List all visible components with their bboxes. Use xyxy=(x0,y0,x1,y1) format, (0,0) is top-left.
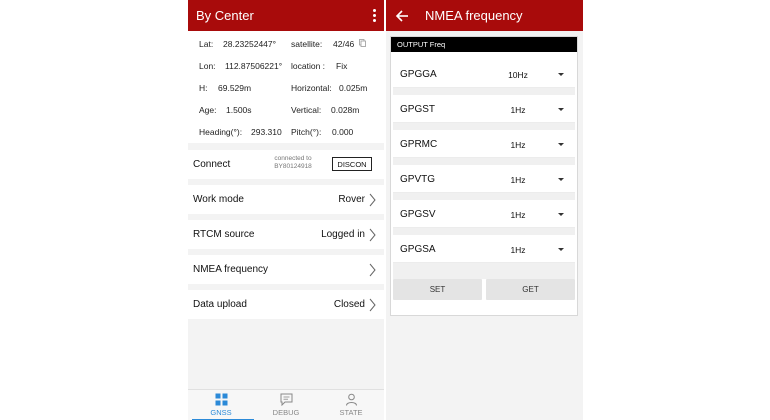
vertical-value: 0.028m xyxy=(331,105,360,115)
chevron-right-icon xyxy=(369,298,376,312)
section-header: OUTPUT Freq xyxy=(391,37,577,52)
satellite-value: 42/46 xyxy=(333,39,355,49)
dropdown-arrow-icon xyxy=(558,73,564,76)
app-bar xyxy=(188,0,384,31)
frequency-select[interactable]: 1Hz xyxy=(510,105,526,115)
horizontal-label: Horizontal: xyxy=(291,83,332,93)
app-bar xyxy=(386,0,583,31)
divider xyxy=(393,193,575,200)
tab-gnss[interactable] xyxy=(196,393,246,417)
tab-label: STATE xyxy=(339,408,363,417)
divider xyxy=(393,228,575,235)
chevron-right-icon xyxy=(369,193,376,207)
lon-value: 112.87506221° xyxy=(225,61,283,71)
divider xyxy=(393,88,575,95)
dropdown-arrow-icon xyxy=(558,248,564,251)
nmea-row-gpgga[interactable] xyxy=(393,60,575,88)
pitch-value: 0.000 xyxy=(332,127,354,137)
main-screen xyxy=(188,0,384,420)
settings-row-value: Closed xyxy=(333,299,365,310)
dropdown-arrow-icon xyxy=(558,108,564,111)
settings-row-value: Logged in xyxy=(321,229,365,240)
person-icon xyxy=(345,393,358,406)
bottom-tab-bar xyxy=(188,389,384,420)
output-freq-card xyxy=(390,36,578,316)
divider xyxy=(393,263,575,279)
frequency-select[interactable]: 1Hz xyxy=(510,245,526,255)
nmea-frequency-screen xyxy=(386,0,583,420)
height-value: 69.529m xyxy=(218,83,252,93)
chevron-right-icon xyxy=(369,228,376,242)
location-value: Fix xyxy=(336,61,348,71)
divider xyxy=(393,158,575,165)
chevron-right-icon xyxy=(369,263,376,277)
tab-debug[interactable] xyxy=(261,393,311,417)
age-label: Age: xyxy=(199,105,217,115)
dropdown-arrow-icon xyxy=(558,143,564,146)
dropdown-arrow-icon xyxy=(558,178,564,181)
disconnect-button[interactable]: DISCON xyxy=(332,157,372,171)
settings-row-rtcm-source[interactable] xyxy=(188,220,384,249)
lat-value: 28.23252447° xyxy=(223,39,277,49)
location-label: location : xyxy=(291,61,326,71)
connect-row xyxy=(188,150,384,179)
nmea-sentence-label: GPVTG xyxy=(400,174,436,185)
copy-icon[interactable] xyxy=(359,39,366,47)
heading-label: Heading(°): xyxy=(199,127,243,137)
settings-row-label: Data upload xyxy=(193,299,247,310)
settings-row-work-mode[interactable] xyxy=(188,185,384,214)
frequency-select[interactable]: 1Hz xyxy=(510,175,526,185)
nmea-sentence-label: GPGSV xyxy=(400,209,436,220)
satellite-label: satellite: xyxy=(291,39,323,49)
settings-row-label: NMEA frequency xyxy=(193,264,269,275)
tab-label: DEBUG xyxy=(272,408,300,417)
divider xyxy=(393,123,575,130)
page-title: NMEA frequency xyxy=(425,8,523,23)
nmea-sentence-label: GPRMC xyxy=(400,139,438,150)
settings-row-data-upload[interactable] xyxy=(188,290,384,319)
horizontal-value: 0.025m xyxy=(339,83,368,93)
settings-row-label: Work mode xyxy=(193,194,244,205)
heading-value: 293.310 xyxy=(251,127,282,137)
vertical-label: Vertical: xyxy=(291,105,322,115)
frequency-select[interactable]: 10Hz xyxy=(508,70,528,80)
grid-icon xyxy=(215,393,228,406)
more-menu-icon[interactable] xyxy=(372,9,376,22)
chat-icon xyxy=(280,393,293,406)
nmea-sentence-label: GPGGA xyxy=(400,69,437,80)
connection-device-id: BY80124918 xyxy=(274,163,312,170)
dropdown-arrow-icon xyxy=(558,213,564,216)
frequency-select[interactable]: 1Hz xyxy=(510,140,526,150)
settings-row-label: RTCM source xyxy=(193,229,255,240)
frequency-select[interactable]: 1Hz xyxy=(510,210,526,220)
nmea-row-gpgst[interactable] xyxy=(393,95,575,123)
position-info-panel xyxy=(188,31,384,143)
lat-label: Lat: xyxy=(199,39,214,49)
settings-row-value: Rover xyxy=(338,194,365,205)
page-title: By Center xyxy=(196,8,254,23)
nmea-row-gpvtg[interactable] xyxy=(393,165,575,193)
back-arrow-icon[interactable] xyxy=(395,9,409,23)
height-label: H: xyxy=(199,83,208,93)
nmea-sentence-label: GPGSA xyxy=(400,244,436,255)
connect-label: Connect xyxy=(193,159,231,170)
tab-state[interactable] xyxy=(326,393,376,417)
connection-status-line1: connected to xyxy=(274,155,312,162)
nmea-sentence-label: GPGST xyxy=(400,104,436,115)
age-value: 1.500s xyxy=(226,105,252,115)
settings-row-nmea-frequency[interactable] xyxy=(188,255,384,284)
nmea-row-gpgsa[interactable] xyxy=(393,235,575,263)
set-button[interactable]: SET xyxy=(393,279,482,300)
nmea-row-gprmc[interactable] xyxy=(393,130,575,158)
connection-status xyxy=(269,155,317,171)
pitch-label: Pitch(°): xyxy=(291,127,322,137)
get-button[interactable]: GET xyxy=(486,279,575,300)
nmea-row-gpgsv[interactable] xyxy=(393,200,575,228)
tab-label: GNSS xyxy=(210,408,232,417)
lon-label: Lon: xyxy=(199,61,216,71)
